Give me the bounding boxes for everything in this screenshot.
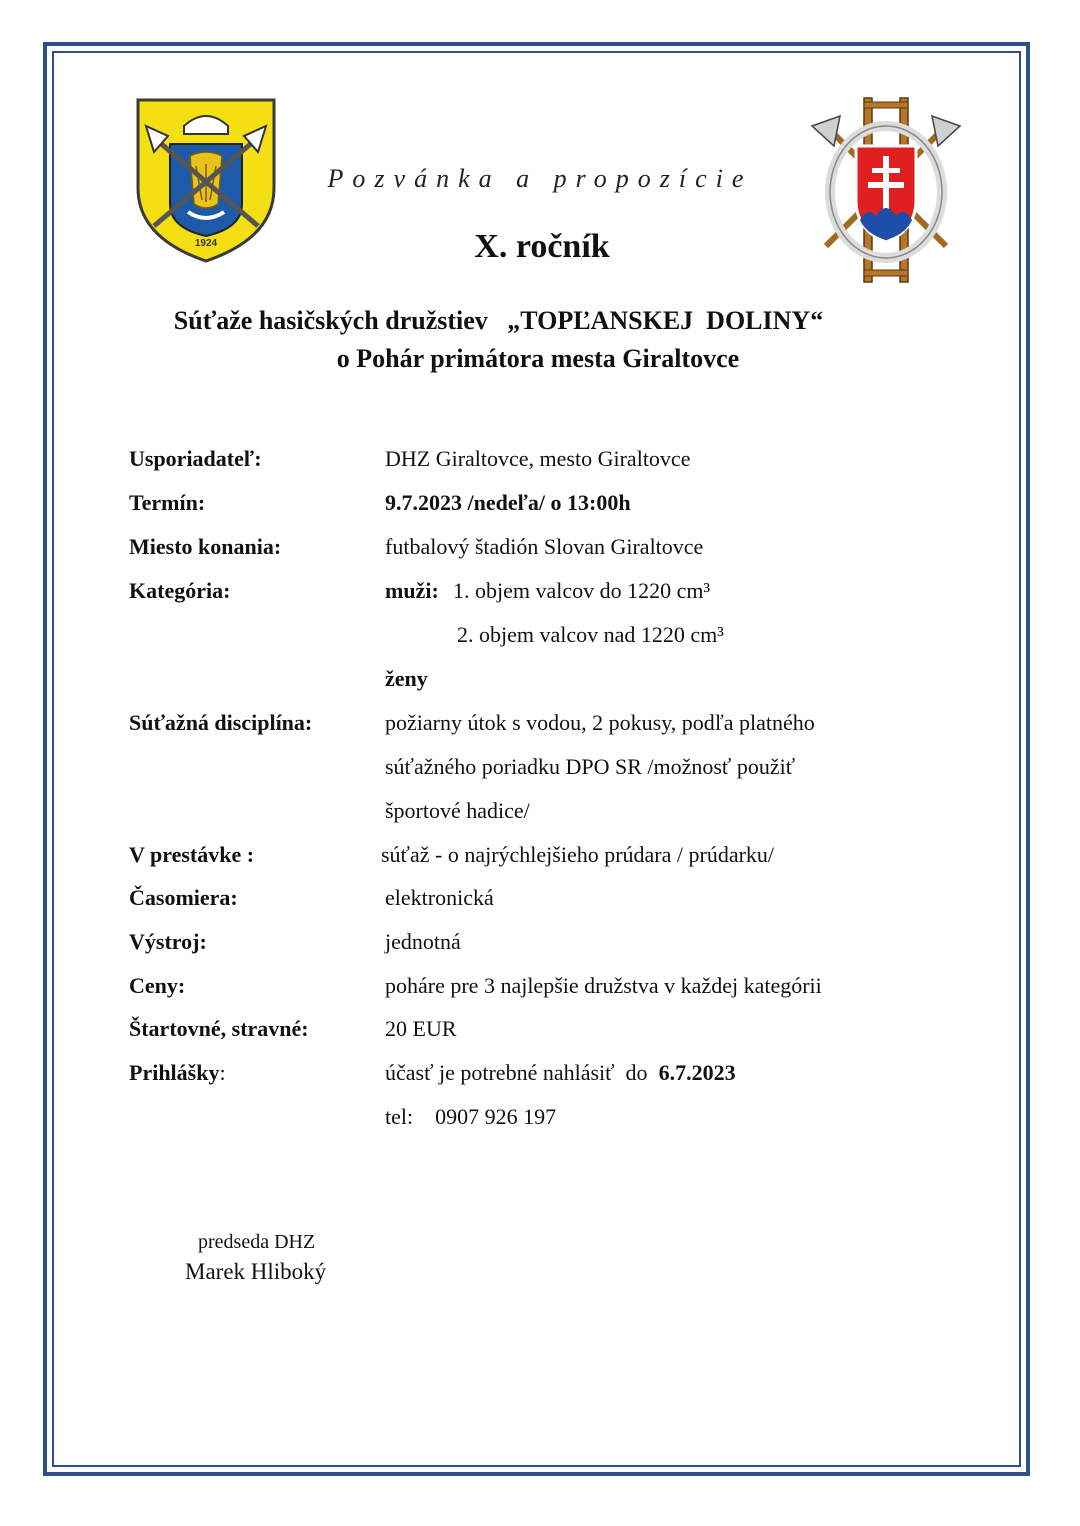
category-label: Kategória: bbox=[129, 578, 231, 603]
prizes-label: Ceny: bbox=[129, 973, 186, 998]
signature-role: predseda DHZ bbox=[198, 1231, 316, 1253]
equipment-label: Výstroj: bbox=[129, 929, 207, 954]
signature-name: Marek Hliboký bbox=[185, 1259, 327, 1284]
organizer-value: DHZ Giraltovce, mesto Giraltovce bbox=[385, 446, 691, 471]
category-men-item-2: 2. objem valcov nad 1220 cm³ bbox=[457, 622, 724, 647]
category-women: ženy bbox=[385, 666, 428, 691]
competition-subtitle: o Pohár primátora mesta Giraltovce bbox=[336, 344, 740, 373]
registration-label-colon: : bbox=[219, 1060, 226, 1085]
category-men-label: muži: bbox=[385, 578, 439, 603]
prizes-value: poháre pre 3 najlepšie družstva v každej kategórii bbox=[385, 973, 822, 998]
break-value: súťaž - o najrýchlejšieho prúdara / prúdarku/ bbox=[381, 842, 775, 867]
discipline-line-3: športové hadice/ bbox=[385, 798, 530, 823]
organizer-label: Usporiadateľ: bbox=[129, 446, 262, 471]
place-value: futbalový štadión Slovan Giraltovce bbox=[385, 534, 704, 559]
break-label: V prestávke : bbox=[129, 842, 255, 867]
date-label: Termín: bbox=[129, 490, 206, 515]
registration-label-text: Prihlášky bbox=[129, 1060, 220, 1085]
competition-title: Súťaže hasičských družstiev „TOPĽANSKEJ DOLINY“ bbox=[173, 306, 824, 335]
invitation-heading: Pozvánka a propozície bbox=[327, 164, 753, 193]
date-value: 9.7.2023 /nedeľa/ o 13:00h bbox=[385, 490, 631, 515]
registration-text: účasť je potrebné nahlásiť do bbox=[385, 1060, 654, 1085]
timing-value: elektronická bbox=[385, 885, 494, 910]
discipline-label: Súťažná disciplína: bbox=[129, 710, 313, 735]
fee-value: 20 EUR bbox=[385, 1016, 457, 1041]
place-label: Miesto konania: bbox=[129, 534, 282, 559]
registration-label bbox=[129, 1060, 226, 1086]
edition-title: X. ročník bbox=[474, 228, 610, 265]
phone-number: tel: 0907 926 197 bbox=[385, 1104, 557, 1129]
registration-value bbox=[385, 1060, 736, 1086]
fee-label: Štartovné, stravné: bbox=[129, 1016, 309, 1041]
discipline-line-2: súťažného poriadku DPO SR /možnosť použiť bbox=[385, 754, 796, 779]
crest-year: 1924 bbox=[194, 238, 218, 249]
equipment-value: jednotná bbox=[385, 929, 461, 954]
discipline-line-1: požiarny útok s vodou, 2 pokusy, podľa platného bbox=[385, 710, 815, 735]
registration-deadline: 6.7.2023 bbox=[658, 1060, 736, 1085]
category-men-item-1: 1. objem valcov do 1220 cm³ bbox=[453, 578, 711, 603]
timing-label: Časomiera: bbox=[129, 885, 238, 910]
